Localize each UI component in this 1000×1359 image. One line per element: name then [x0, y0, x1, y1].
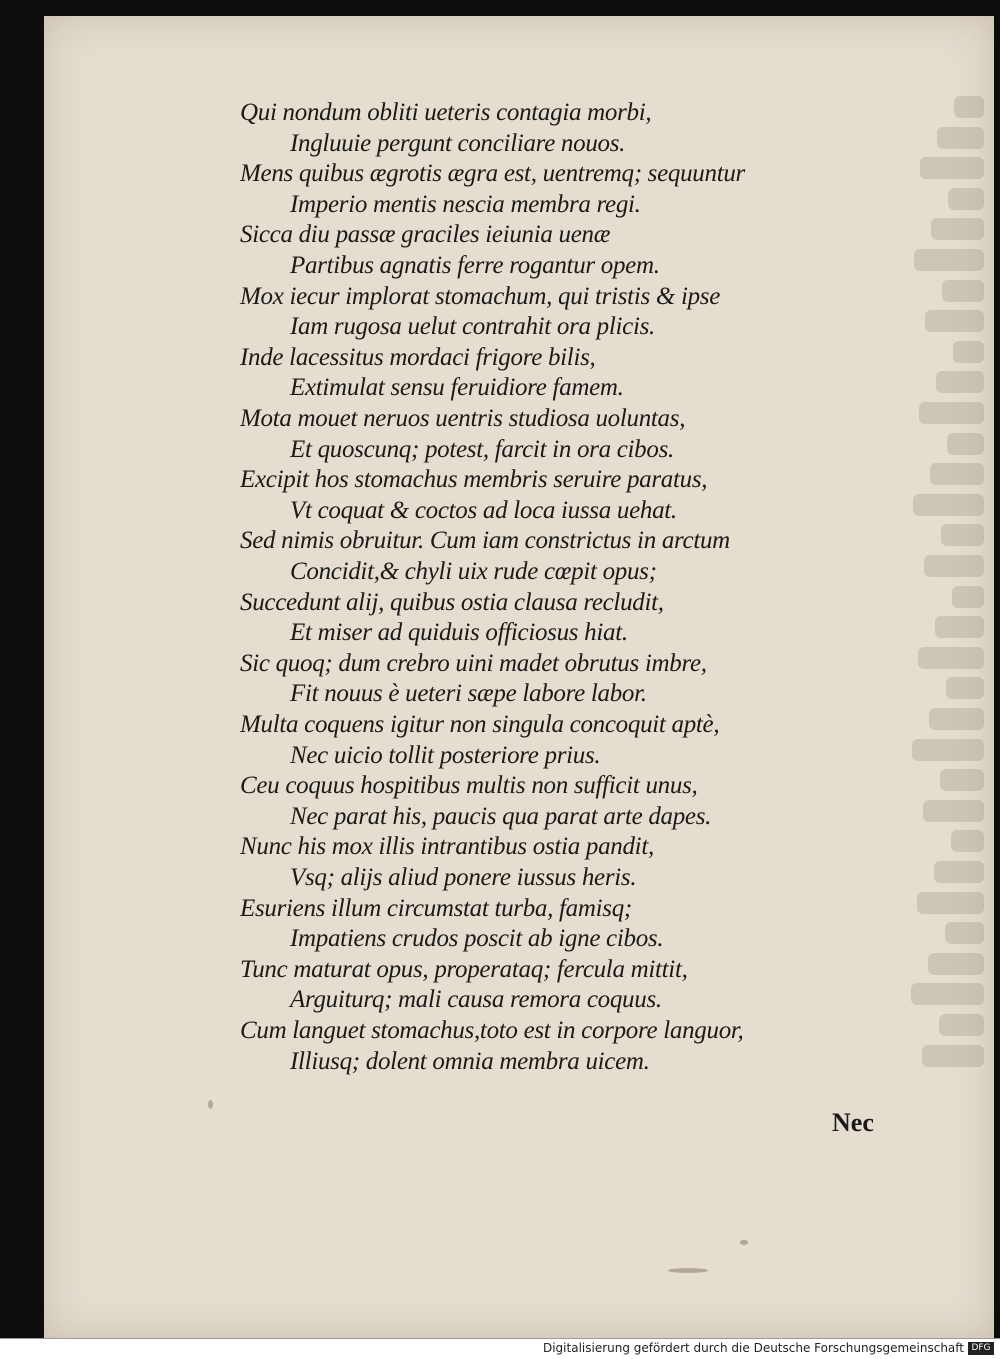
show-through-mark — [924, 555, 984, 577]
poem-line: Mox iecur implorat stomachum, qui tristis & ipse — [240, 282, 721, 310]
poem-line: Sicca diu passæ graciles ieiunia uenæ — [240, 221, 611, 249]
show-through-mark — [929, 708, 984, 730]
poem-line: Nunc his mox illis intrantibus ostia pandit, — [240, 833, 654, 861]
show-through-mark — [937, 127, 984, 149]
show-through-mark — [941, 524, 984, 546]
show-through-mark — [918, 647, 984, 669]
catchword: Nec — [832, 1108, 874, 1137]
show-through-mark — [911, 983, 984, 1005]
ink-smudge — [668, 1268, 708, 1273]
poem-line: Iam rugosa uelut contrahit ora plicis. — [290, 313, 655, 341]
poem-line: Sed nimis obruitur. Cum iam constrictus in arctum — [240, 527, 730, 555]
show-through-mark — [946, 677, 984, 699]
show-through-mark — [935, 616, 984, 638]
poem-line: Succedunt alij, quibus ostia clausa recludit, — [240, 588, 664, 616]
poem-line: Illiusq; dolent omnia membra uicem. — [290, 1047, 650, 1075]
poem-line: Tunc maturat opus, properataq; fercula mittit, — [240, 955, 688, 983]
poem-line: Excipit hos stomachus membris seruire paratus, — [240, 466, 708, 494]
poem-line: Concidit,& chyli uix rude cœpit opus; — [290, 558, 657, 585]
show-through-mark — [930, 463, 984, 485]
show-through-mark — [914, 249, 984, 271]
poem-line: Fit nouus è ueteri sæpe labore labor. — [290, 680, 647, 708]
footer-bar — [0, 1338, 1000, 1359]
poem-line: Nec parat his, paucis qua parat arte dapes. — [290, 802, 712, 830]
poem-line: Et quoscunq; potest, farcit in ora cibos. — [290, 435, 674, 463]
poem-line: Cum languet stomachus,toto est in corpore languor, — [240, 1017, 744, 1044]
show-through-mark — [954, 96, 984, 118]
poem-line: Extimulat sensu feruidiore famem. — [290, 374, 624, 402]
poem-line: Multa coquens igitur non singula concoquit aptè, — [240, 711, 720, 738]
poem-line: Impatiens crudos poscit ab igne cibos. — [290, 925, 664, 953]
show-through-mark — [925, 310, 984, 332]
poem-line: Nec uicio tollit posteriore prius. — [290, 741, 601, 769]
poem-line: Inde lacessitus mordaci frigore bilis, — [240, 343, 596, 371]
show-through-mark — [940, 769, 984, 791]
poem-line: Mota mouet neruos uentris studiosa uoluntas, — [240, 405, 686, 432]
show-through-mark — [920, 157, 984, 179]
show-through-mark — [948, 188, 984, 210]
show-through-mark — [922, 1045, 984, 1067]
show-through-text — [904, 96, 984, 1096]
show-through-mark — [947, 433, 984, 455]
show-through-mark — [952, 586, 984, 608]
show-through-mark — [936, 371, 984, 393]
show-through-mark — [913, 494, 984, 516]
show-through-mark — [939, 1014, 984, 1036]
poem-line: Ceu coquus hospitibus multis non sufficit unus, — [240, 772, 698, 800]
footer-credit: Digitalisierung gefördert durch die Deutsche Forschungsgemeinschaft — [542, 1341, 964, 1355]
poem-line: Et miser ad quiduis officiosus hiat. — [290, 619, 628, 647]
poem-line: Esuriens illum circumstat turba, famisq; — [240, 894, 632, 922]
show-through-mark — [928, 953, 984, 975]
show-through-mark — [942, 280, 984, 302]
poem-line: Qui nondum obliti ueteris contagia morbi, — [240, 99, 652, 126]
show-through-mark — [917, 892, 984, 914]
show-through-mark — [951, 830, 984, 852]
poem-line: Arguiturq; mali causa remora coquus. — [290, 986, 662, 1014]
show-through-mark — [919, 402, 984, 424]
dfg-logo-icon: DFG — [968, 1342, 994, 1355]
ink-speck — [740, 1240, 748, 1245]
poem-line: Imperio mentis nescia membra regi. — [290, 190, 641, 218]
poem-line: Sic quoq; dum crebro uini madet obrutus imbre, — [240, 649, 707, 677]
show-through-mark — [931, 218, 984, 240]
poem-line: Vsq; alijs aliud ponere iussus heris. — [290, 864, 637, 891]
poem-line: Mens quibus ægrotis ægra est, uentremq; sequuntur — [240, 160, 745, 188]
ink-speck — [208, 1100, 213, 1109]
show-through-mark — [923, 800, 984, 822]
show-through-mark — [912, 739, 984, 761]
show-through-mark — [953, 341, 984, 363]
poem-line: Vt coquat & coctos ad loca iussa uehat. — [290, 496, 677, 524]
show-through-mark — [934, 861, 984, 883]
show-through-mark — [945, 922, 984, 944]
poem-line: Partibus agnatis ferre rogantur opem. — [290, 252, 660, 279]
poem-line: Ingluuie pergunt conciliare nouos. — [290, 129, 626, 157]
